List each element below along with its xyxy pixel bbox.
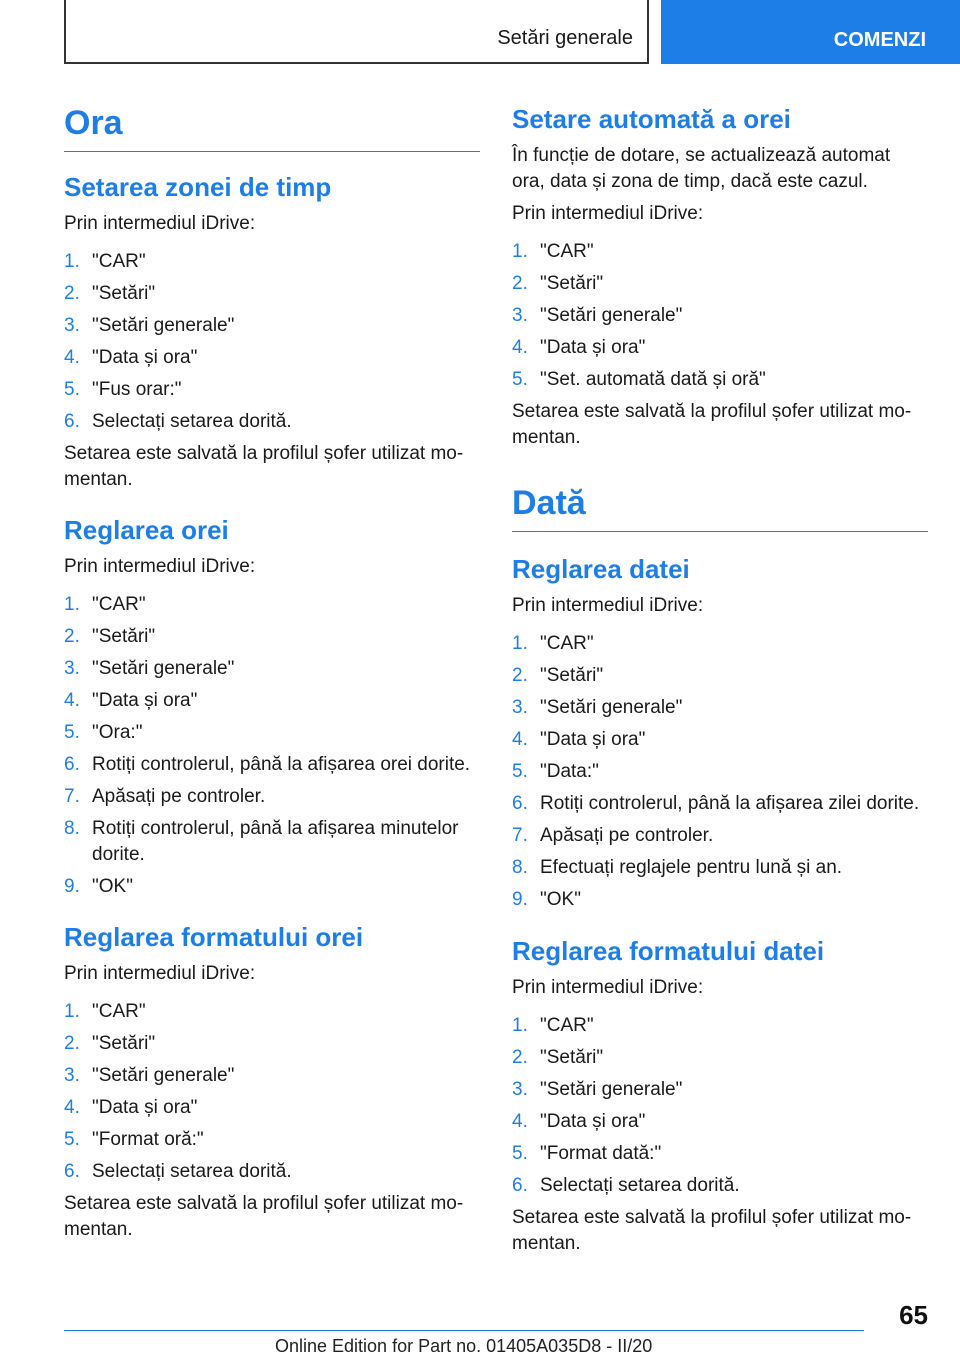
page-number: 65 <box>899 1300 928 1330</box>
step-number: 2. <box>64 283 80 304</box>
heading-time-zone: Setarea zonei de timp <box>64 172 332 202</box>
step-text: "CAR" <box>540 1015 594 1036</box>
step-text: "Data și ora" <box>540 729 646 750</box>
step-number: 7. <box>64 786 80 807</box>
step-number: 5. <box>512 761 528 782</box>
list-item <box>512 239 928 265</box>
steps-list <box>512 631 928 913</box>
list-item <box>512 663 928 689</box>
list-item <box>512 727 928 753</box>
step-number: 7. <box>512 825 528 846</box>
footer-divider <box>64 1330 864 1331</box>
header-section-box <box>64 0 649 64</box>
step-number: 1. <box>64 594 80 615</box>
step-number: 1. <box>64 251 80 272</box>
list-item <box>64 688 480 714</box>
header-chapter-label: COMENZI <box>833 29 926 51</box>
heading-date-format: Reglarea formatului datei <box>512 936 825 966</box>
list-item <box>64 1127 480 1153</box>
section-auto-time <box>512 104 928 451</box>
step-text: "Format dată:" <box>540 1143 662 1164</box>
step-text: "Format oră:" <box>92 1129 204 1150</box>
step-text: "OK" <box>92 876 133 897</box>
list-item <box>64 409 480 435</box>
step-text: "Set. automată dată și oră" <box>540 369 766 390</box>
step-text: "Setări generale" <box>92 1065 235 1086</box>
step-text: "Setări" <box>92 1033 156 1054</box>
step-number: 8. <box>64 818 80 839</box>
list-item <box>512 823 928 849</box>
step-number: 5. <box>64 1129 80 1150</box>
step-number: 6. <box>64 411 80 432</box>
step-number: 4. <box>512 337 528 358</box>
heading-set-time: Reglarea orei <box>64 515 229 545</box>
step-number: 9. <box>64 876 80 897</box>
list-item <box>512 1013 928 1039</box>
step-number: 9. <box>512 889 528 910</box>
section-title-data: Dată <box>512 484 928 532</box>
list-item <box>64 592 480 618</box>
list-item <box>512 1141 928 1167</box>
step-text: "Setări" <box>540 1047 604 1068</box>
step-text: "Data și ora" <box>540 1111 646 1132</box>
step-text: "Setări generale" <box>540 1079 683 1100</box>
list-item <box>64 874 480 900</box>
list-item <box>512 791 928 817</box>
header-section-title: Setări generale <box>497 27 633 49</box>
step-number: 1. <box>512 1015 528 1036</box>
heading-time-format: Reglarea formatului orei <box>64 922 364 952</box>
list-item <box>64 249 480 275</box>
step-number: 5. <box>64 722 80 743</box>
section-set-date <box>512 554 928 919</box>
step-number: 2. <box>64 1033 80 1054</box>
note-text: Setarea este salvată la profilul șofer utilizat mo‐mentan. <box>64 1193 464 1240</box>
step-text: "Fus orar:" <box>92 379 182 400</box>
step-text: Selectați setarea dorită. <box>540 1175 740 1196</box>
list-item <box>64 1063 480 1089</box>
step-number: 3. <box>512 305 528 326</box>
step-number: 6. <box>512 1175 528 1196</box>
steps-list <box>64 999 480 1185</box>
step-number: 4. <box>64 690 80 711</box>
step-text: "CAR" <box>92 1001 146 1022</box>
list-item <box>64 624 480 650</box>
step-text: "Setări generale" <box>92 658 235 679</box>
step-number: 1. <box>64 1001 80 1022</box>
step-number: 1. <box>512 633 528 654</box>
step-text: "Data și ora" <box>92 347 198 368</box>
step-text: Selectați setarea dorită. <box>92 1161 292 1182</box>
step-text: "Setări" <box>540 273 604 294</box>
list-item <box>512 1173 928 1199</box>
list-item <box>512 1045 928 1071</box>
step-number: 2. <box>64 626 80 647</box>
intro-text: Prin intermediul iDrive: <box>64 963 256 984</box>
step-number: 3. <box>512 697 528 718</box>
steps-list <box>64 592 480 900</box>
list-item <box>512 887 928 913</box>
list-item <box>512 855 928 881</box>
step-text: "Setări generale" <box>540 305 683 326</box>
step-text: Selectați setarea dorită. <box>92 411 292 432</box>
list-item <box>64 313 480 339</box>
list-item <box>64 784 480 810</box>
step-text: Apăsați pe controler. <box>540 825 714 846</box>
heading-set-date: Reglarea datei <box>512 554 690 584</box>
note-text: Setarea este salvată la profilul șofer utilizat mo‐mentan. <box>64 443 464 490</box>
step-number: 5. <box>512 1143 528 1164</box>
step-text: "Data și ora" <box>92 1097 198 1118</box>
list-item <box>512 759 928 785</box>
steps-list <box>64 249 480 435</box>
step-text: "CAR" <box>540 633 594 654</box>
step-number: 4. <box>64 347 80 368</box>
step-number: 4. <box>512 1111 528 1132</box>
list-item <box>512 271 928 297</box>
intro-text: Prin intermediul iDrive: <box>512 595 704 616</box>
step-text: "OK" <box>540 889 581 910</box>
step-text: "Data și ora" <box>540 337 646 358</box>
list-item <box>64 1159 480 1185</box>
step-number: 2. <box>512 273 528 294</box>
step-number: 6. <box>64 754 80 775</box>
footer-edition: Online Edition for Part no. 01405A035D8 - II/20 <box>275 1336 653 1356</box>
note-text: Setarea este salvată la profilul șofer utilizat mo‐mentan. <box>512 1207 912 1254</box>
step-number: 4. <box>512 729 528 750</box>
step-number: 4. <box>64 1097 80 1118</box>
step-number: 2. <box>512 665 528 686</box>
step-text: "Setări" <box>92 626 156 647</box>
step-number: 3. <box>64 658 80 679</box>
intro-text: Prin intermediul iDrive: <box>64 213 256 234</box>
list-item <box>64 1031 480 1057</box>
step-number: 6. <box>512 793 528 814</box>
step-text: "Setări" <box>92 283 156 304</box>
step-number: 5. <box>64 379 80 400</box>
heading-auto-time: Setare automată a orei <box>512 104 791 134</box>
step-text: Rotiți controlerul, până la afișarea minutelor dorite. <box>92 818 459 865</box>
step-text: "CAR" <box>540 241 594 262</box>
list-item <box>64 1095 480 1121</box>
header-chapter-tab <box>661 0 960 64</box>
list-item <box>64 720 480 746</box>
step-number: 6. <box>64 1161 80 1182</box>
step-number: 3. <box>512 1079 528 1100</box>
step-text: "Setări" <box>540 665 604 686</box>
body-text: În funcție de dotare, se actualizează automat ora, data și zona de timp, dacă este cazul. <box>512 145 891 192</box>
step-text: Rotiți controlerul, până la afișarea zilei dorite. <box>540 793 920 814</box>
list-item <box>512 1109 928 1135</box>
step-number: 3. <box>64 1065 80 1086</box>
list-item <box>512 335 928 361</box>
list-item <box>64 345 480 371</box>
step-text: "CAR" <box>92 251 146 272</box>
list-item <box>512 1077 928 1103</box>
intro-text: Prin intermediul iDrive: <box>512 203 704 224</box>
steps-list <box>512 1013 928 1199</box>
step-text: Efectuați reglajele pentru lună și an. <box>540 857 843 878</box>
list-item <box>64 816 480 868</box>
section-time-zone <box>64 172 480 493</box>
intro-text: Prin intermediul iDrive: <box>512 977 704 998</box>
step-text: "Setări generale" <box>92 315 235 336</box>
section-time-format <box>64 922 480 1243</box>
section-set-time <box>64 515 480 906</box>
step-text: Rotiți controlerul, până la afișarea orei dorite. <box>92 754 471 775</box>
step-text: "Setări generale" <box>540 697 683 718</box>
step-text: Apăsați pe controler. <box>92 786 266 807</box>
list-item <box>64 752 480 778</box>
step-text: "Ora:" <box>92 722 143 743</box>
note-text: Setarea este salvată la profilul șofer utilizat mo‐mentan. <box>512 401 912 448</box>
intro-text: Prin intermediul iDrive: <box>64 556 256 577</box>
step-number: 8. <box>512 857 528 878</box>
section-date-format <box>512 936 928 1257</box>
list-item <box>512 631 928 657</box>
step-number: 1. <box>512 241 528 262</box>
list-item <box>64 656 480 682</box>
list-item <box>512 695 928 721</box>
list-item <box>512 303 928 329</box>
section-title-ora: Ora <box>64 104 480 152</box>
list-item <box>512 367 928 393</box>
list-item <box>64 281 480 307</box>
step-text: "Data și ora" <box>92 690 198 711</box>
step-text: "CAR" <box>92 594 146 615</box>
step-text: "Data:" <box>540 761 599 782</box>
step-number: 5. <box>512 369 528 390</box>
step-number: 2. <box>512 1047 528 1068</box>
list-item <box>64 377 480 403</box>
step-number: 3. <box>64 315 80 336</box>
list-item <box>64 999 480 1025</box>
steps-list <box>512 239 928 393</box>
